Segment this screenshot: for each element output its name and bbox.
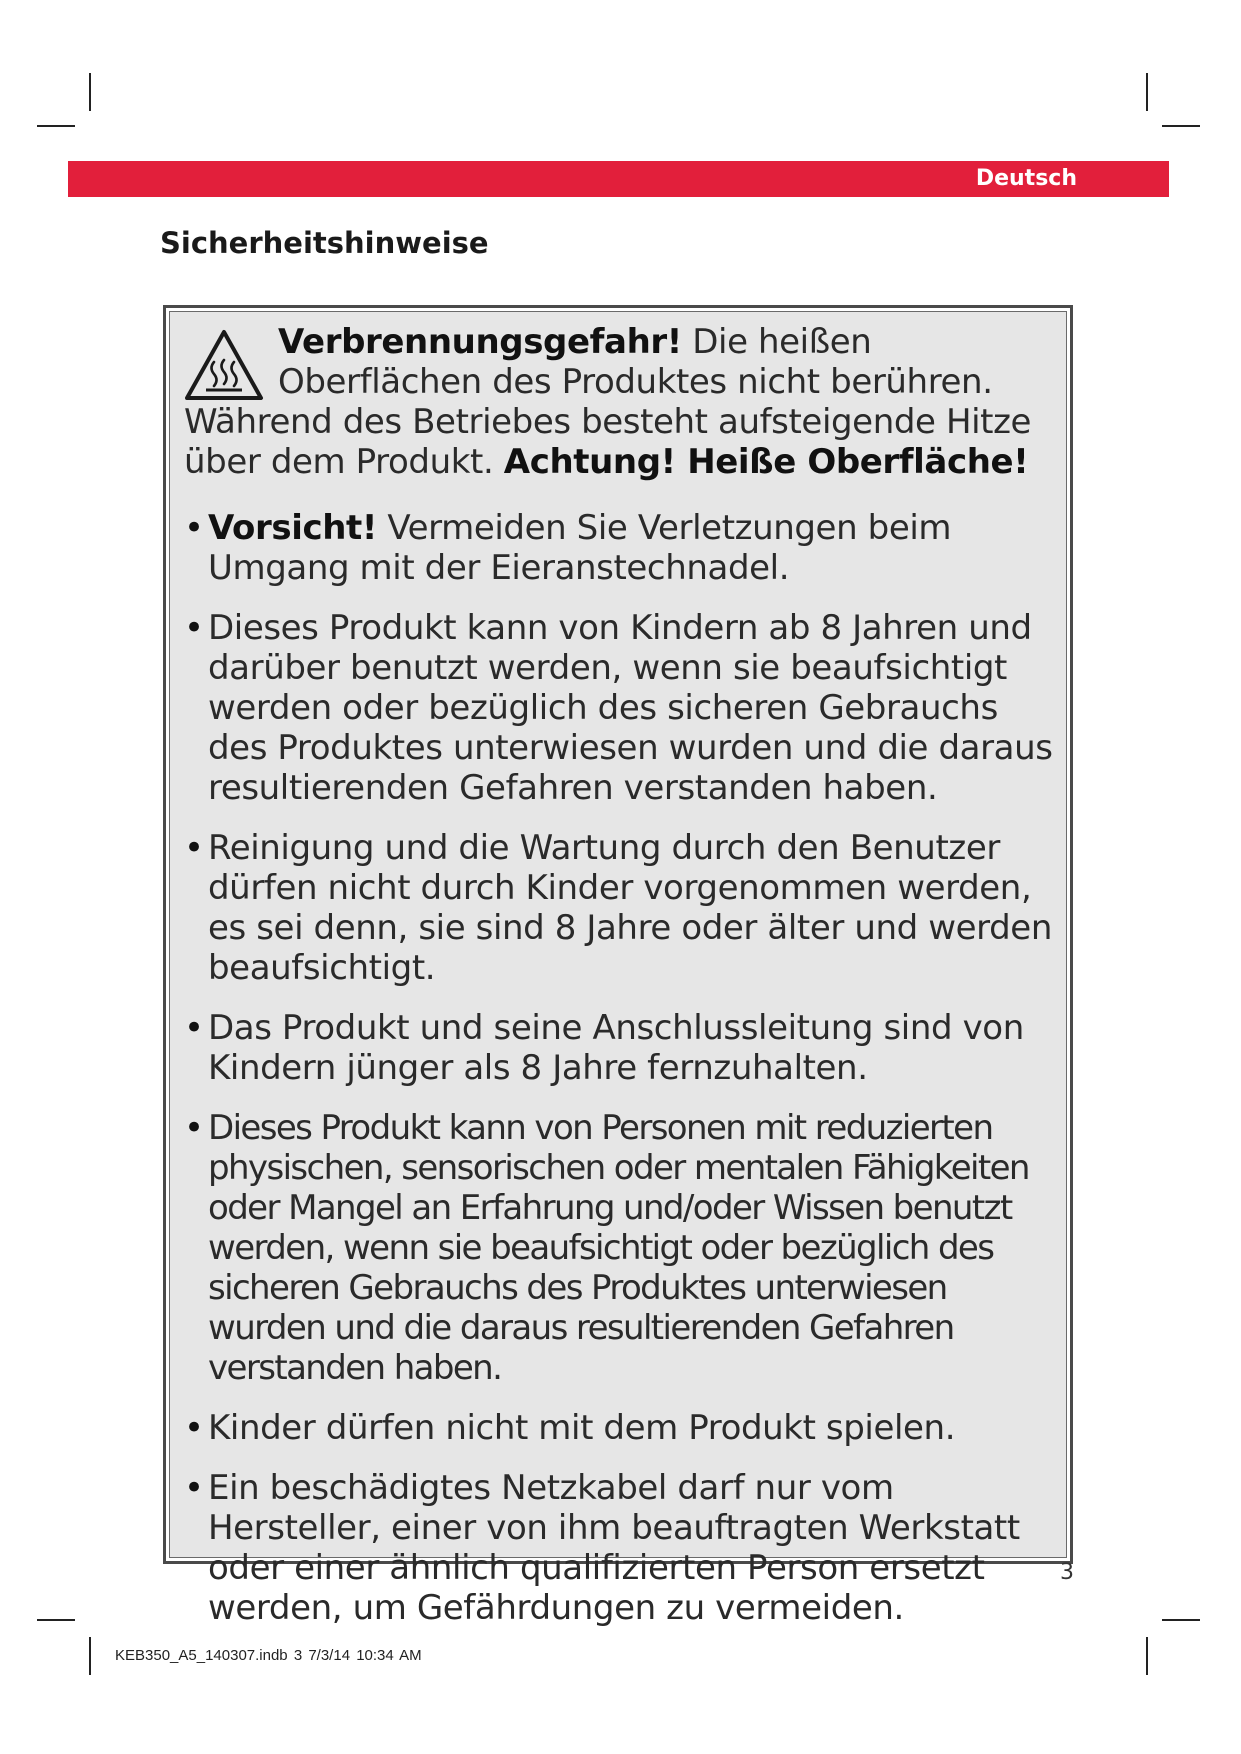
crop-mark-bottom-left-horizontal bbox=[37, 1619, 75, 1621]
list-item bbox=[184, 1468, 1056, 1628]
crop-mark-top-right-horizontal bbox=[1162, 125, 1200, 127]
list-item bbox=[184, 828, 1056, 988]
bullet-text: Das Produkt und seine Anschlussleitung sind von Kindern jünger als 8 Jahre fernzuhalten. bbox=[208, 1008, 1024, 1088]
crop-mark-top-left-horizontal bbox=[37, 125, 75, 127]
crop-mark-bottom-left-vertical bbox=[89, 1637, 91, 1675]
crop-mark-bottom-right-vertical bbox=[1146, 1637, 1148, 1675]
crop-mark-bottom-right-horizontal bbox=[1162, 1619, 1200, 1621]
caution-label: Vorsicht! bbox=[208, 508, 377, 548]
page-number: 3 bbox=[1060, 1560, 1074, 1585]
burn-hazard-heading: Verbrennungsgefahr! bbox=[278, 322, 682, 362]
hot-surface-warning-icon bbox=[184, 328, 264, 402]
list-item bbox=[184, 1408, 1056, 1448]
safety-warning-content bbox=[169, 311, 1067, 1628]
bullet-text: Vermeiden Sie Verletzungen beim Umgang mit der Eieranstechnadel. bbox=[208, 508, 952, 588]
safety-warning-box bbox=[163, 305, 1073, 1628]
bullet-text: Reinigung und die Wartung durch den Benutzer dürfen nicht durch Kinder vorgenommen werden, es sei denn, sie sind 8 Jahre oder älter und werden beaufsichtigt. bbox=[208, 828, 1052, 988]
list-item bbox=[184, 608, 1056, 808]
list-item bbox=[184, 1108, 1056, 1388]
burn-hazard-text: Die heißen Oberflächen des Produktes nicht berühren. Während des Betriebes besteht aufsteigende Hitze über dem Produkt. bbox=[184, 322, 1032, 482]
bullet-text: Dieses Produkt kann von Personen mit reduzierten physischen, sensorischen oder mentalen Fähigkeiten oder Mangel an Erfahrung und/oder Wissen benutzt werden, wenn sie beaufsichtigt oder bezüglich des sicheren Gebrauchs des Produktes unterwiesen wurden und die daraus resultierenden Gefahren verstanden haben. bbox=[208, 1108, 1029, 1388]
list-item bbox=[184, 1008, 1056, 1088]
burn-hazard-intro bbox=[184, 322, 1056, 482]
hot-surface-caution: Achtung! Heiße Oberfläche! bbox=[503, 442, 1029, 482]
print-slug: KEB350_A5_140307.indb 3 7/3/14 10:34 AM bbox=[115, 1647, 422, 1664]
crop-mark-top-right-vertical bbox=[1146, 73, 1148, 111]
section-title: Sicherheitshinweise bbox=[160, 226, 489, 260]
crop-mark-top-left-vertical bbox=[89, 73, 91, 111]
language-header-bar bbox=[68, 161, 1169, 197]
bullet-text: Dieses Produkt kann von Kindern ab 8 Jahren und darüber benutzt werden, wenn sie beaufsichtigt werden oder bezüglich des sicheren Gebrauchs des Produktes unterwiesen wurden und die daraus resultierenden Gefahren verstanden haben. bbox=[208, 608, 1053, 808]
list-item bbox=[184, 508, 1056, 588]
safety-bullet-list bbox=[184, 508, 1056, 1628]
language-label: Deutsch bbox=[975, 166, 1077, 191]
bullet-text: Ein beschädigtes Netzkabel darf nur vom Hersteller, einer von ihm beauftragten Werkstatt oder einer ähnlich qualifizierten Person ersetzt werden, um Gefährdungen zu vermeiden. bbox=[208, 1468, 1020, 1628]
bullet-text: Kinder dürfen nicht mit dem Produkt spielen. bbox=[208, 1408, 956, 1448]
